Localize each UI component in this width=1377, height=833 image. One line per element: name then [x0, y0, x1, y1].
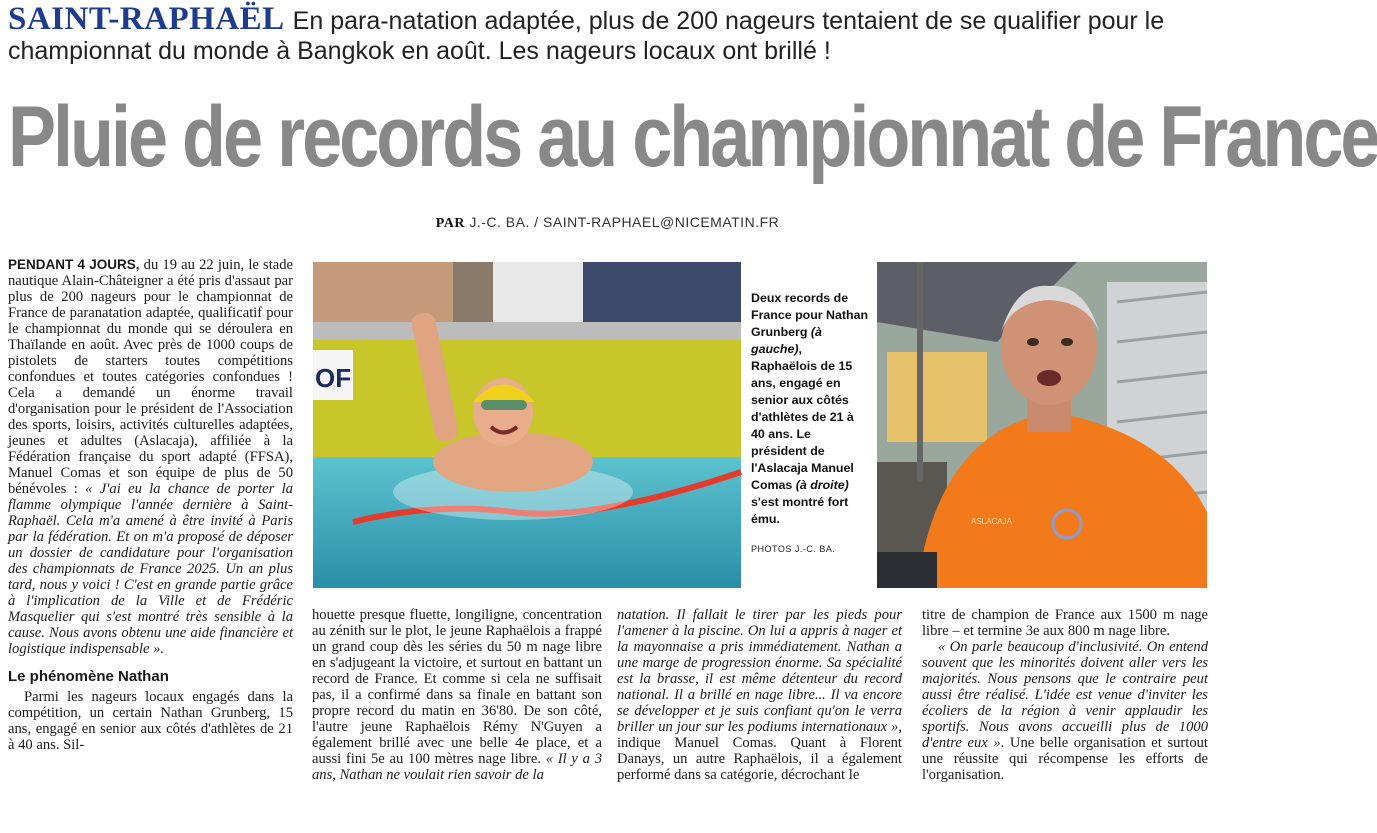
photo-credit: PHOTOS J.-C. BA. [751, 544, 836, 554]
col2-quote: « Il y a 3 ans, Nathan ne voulait rien savoir de la [312, 751, 602, 783]
byline-author: J.-C. BA. / SAINT-RAPHAEL@NICEMATIN.FR [469, 214, 780, 230]
article-column-2 [312, 607, 602, 783]
caption-left-note: (à gauche) [751, 325, 822, 356]
caption-right-note: (à droite) [795, 478, 849, 492]
col3-text: , indique Manuel Comas. Quant à Florent Danays, un autre Raphaëlois, il a également performé dans sa catégorie, décrochant le [617, 719, 902, 783]
photo-president [877, 262, 1207, 588]
article-column-4 [922, 607, 1208, 783]
subhead: Le phénomène Nathan [8, 668, 169, 685]
swimmer-illustration [313, 262, 741, 588]
col3-quote: natation. Il fallait le tirer par les pieds pour l'amener à la piscine. On lui a appris à nager et la mayonnaise a pris immédiatement. Nathan a une marge de progression énorme. Sa spécialité est la brasse, il est même détenteur du record national. Il a brillé en nage libre... Il va encore se développer et je suis confiant qu'on le verra briller un jour sur les podiums internationaux » [617, 607, 902, 735]
president-illustration [877, 262, 1207, 588]
pool-sign-text: OF [315, 363, 352, 393]
col4-quote: « On parle beaucoup d'inclusivité. On entend souvent que les minorités doivent aller vers les majorités. Nous pensons que le contraire peut aussi être réalisé. L'idée est venue d'inviter les écoliers de la région à venir applaudir les sportifs. Nous avons accueilli plus de 1000 d'entre eux » [922, 639, 1208, 751]
kicker-place: SAINT-RAPHAËL [8, 1, 285, 37]
paragraph-col3 [617, 607, 902, 783]
photo-swimmer [313, 262, 741, 588]
article-column-1 [8, 257, 293, 753]
caption-part-5: s'est montré fort ému. [751, 495, 849, 526]
lead-in: PENDANT 4 JOURS, [8, 257, 140, 272]
photo-caption [751, 290, 869, 528]
intro-text: du 19 au 22 juin, le stade nautique Alain-Châteigner a été pris d'assaut par plus de 200 nageurs pour le championnat de France de paranatation adaptée, qualificatif pour le championnat du monde qui se déroulera en Thaïlande en août. Avec près de 1000 coups de pistolets de starters toutes compétitions confondues et toutes catégories confondues ! Cela a demandé un énorme travail d'organisation pour le président de l'Association des sports, loisirs, activités culturelles adaptées, jeunes et adultes (Aslacaja), affiliée à la Fédération française du sport adapté (FFSA), Manuel Comas et son équipe de plus de 50 bénévoles : [8, 257, 293, 497]
byline [0, 214, 1215, 232]
kicker [8, 1, 1208, 66]
caption-part-1: Deux records de France pour Nathan Grunberg [751, 291, 869, 339]
intro-quote: « J'ai eu la chance de porter la flamme olympique l'année dernière à Saint-Raphaël. Cela m'a amené à être invité à Paris par la fédération. Et on m'a proposé de déposer un dossier de candidature pour l'organisation des championnats de France 2025. Un an plus tard, nous y voici ! C'est en grande partie grâce à l'implication de la Ville et de Frédéric Masquelier qui s'est montré très sensible à la cause. Nous avons obtenu une aide financière et logistique indispensable ». [8, 481, 293, 657]
article-column-3 [617, 607, 902, 783]
paragraph-col4-b [922, 639, 1208, 783]
paragraph-col2 [312, 607, 602, 783]
kicker-text: En para-natation adaptée, plus de 200 nageurs tentaient de se qualifier pour le championnat du monde à Bangkok en août. Les nageurs locaux ont brillé ! [8, 7, 1165, 65]
paragraph-nathan: Parmi les nageurs locaux engagés dans la compétition, un certain Nathan Grunberg, 15 ans, engagé en senior aux côtés d'athlètes de 21 à 40 ans. Sil- [8, 689, 293, 753]
paragraph-col4-a: titre de champion de France aux 1500 m nage libre – et termine 3e aux 800 m nage libre. [922, 607, 1208, 639]
shirt-text: ASLACAJA [971, 517, 1012, 526]
col4-text: . Une belle organisation et surtout une réussite qui récompense les efforts de l'organisation. [922, 735, 1208, 783]
paragraph-intro [8, 257, 293, 657]
caption-part-3: , Raphaëlois de 15 ans, engagé en senior aux côtés d'athlètes de 21 à 40 ans. Le président de l'Aslacaja Manuel Comas [751, 342, 854, 492]
col2-text: houette presque fluette, longiligne, concentration au zénith sur le plot, le jeune Raphaëlois a frappé un grand coup dès les séries du 50 m nage libre en s'adjugeant la victoire, et surtout en battant un record de France. Et comme si cela ne suffisait pas, il a confirmé dans sa finale en battant son propre record du matin en 36'80. De son côté, l'autre jeune Raphaëlois Rémy N'Guyen a également brillé avec une belle 4e place, et a aussi fini 5e au 100 mètres nage libre. [312, 607, 602, 767]
byline-par: PAR [435, 216, 465, 231]
headline: Pluie de records au championnat de France [8, 89, 1377, 186]
